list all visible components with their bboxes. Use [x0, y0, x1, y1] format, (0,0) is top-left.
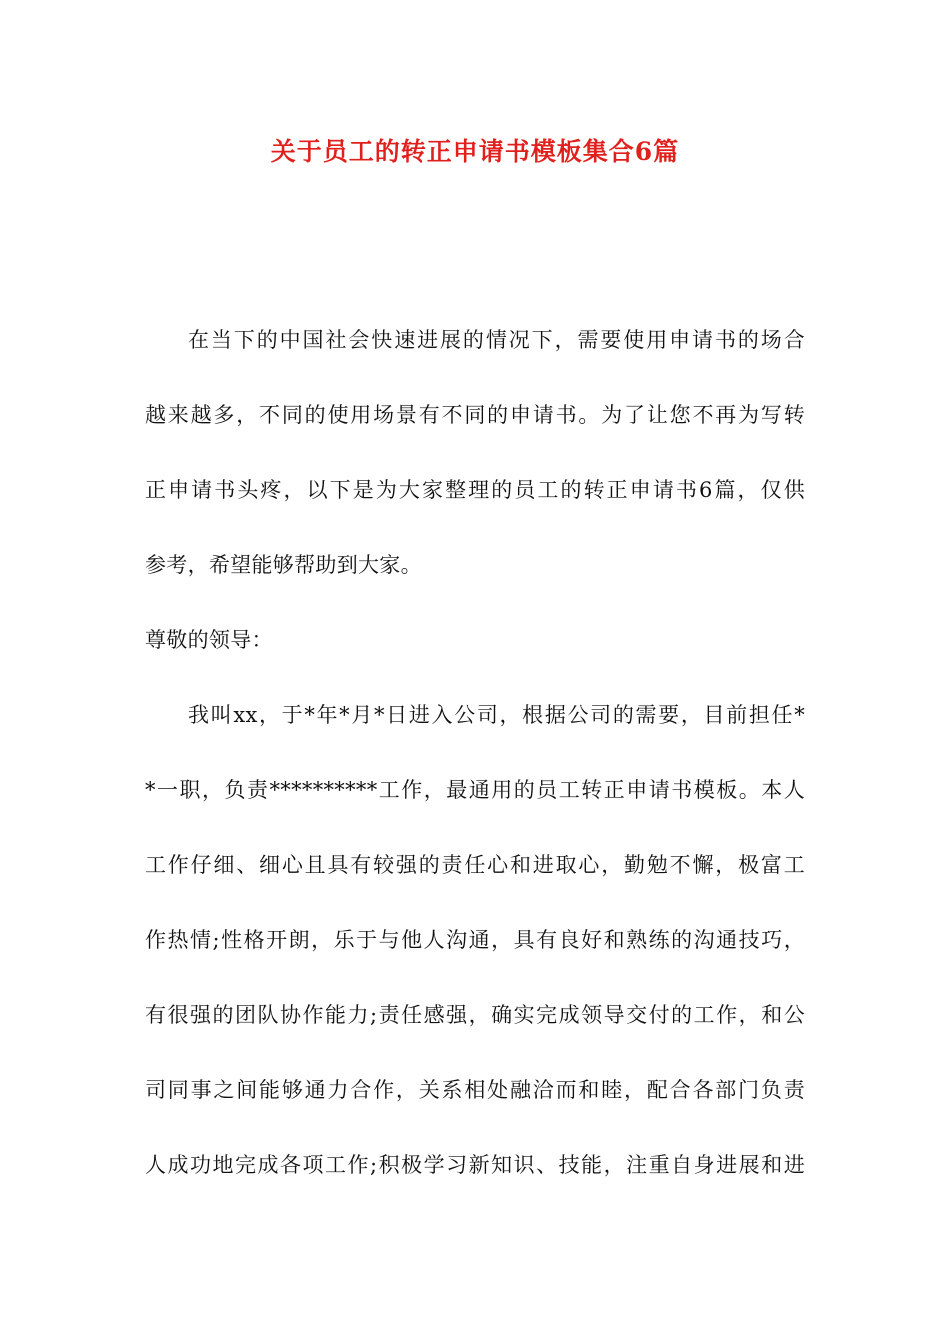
text-line: *一职，负责**********工作，最通用的员工转正申请书模板。本人 — [145, 778, 805, 802]
text-line: 正申请书头疼，以下是为大家整理的员工的转正申请书6篇，仅供 — [145, 478, 805, 502]
text-line: 我叫xx，于*年*月*日进入公司，根据公司的需要，目前担任* — [188, 703, 805, 727]
text-line: 人成功地完成各项工作;积极学习新知识、技能，注重自身进展和进 — [145, 1153, 805, 1177]
document-title: 关于员工的转正申请书模板集合6篇 — [270, 137, 680, 166]
text-line: 在当下的中国社会快速进展的情况下，需要使用申请书的场合 — [188, 328, 805, 352]
text-line: 参考，希望能够帮助到大家。 — [145, 553, 422, 577]
text-line: 作热情;性格开朗，乐于与他人沟通，具有良好和熟练的沟通技巧， — [145, 928, 805, 952]
text-line: 有很强的团队协作能力;责任感强，确实完成领导交付的工作，和公 — [145, 1003, 805, 1027]
salutation: 尊敬的领导： — [145, 628, 273, 652]
text-line: 司同事之间能够通力合作，关系相处融洽而和睦，配合各部门负责 — [145, 1078, 805, 1102]
text-line: 工作仔细、细心且具有较强的责任心和进取心，勤勉不懈，极富工 — [145, 853, 805, 877]
text-line: 越来越多，不同的使用场景有不同的申请书。为了让您不再为写转 — [145, 403, 805, 427]
